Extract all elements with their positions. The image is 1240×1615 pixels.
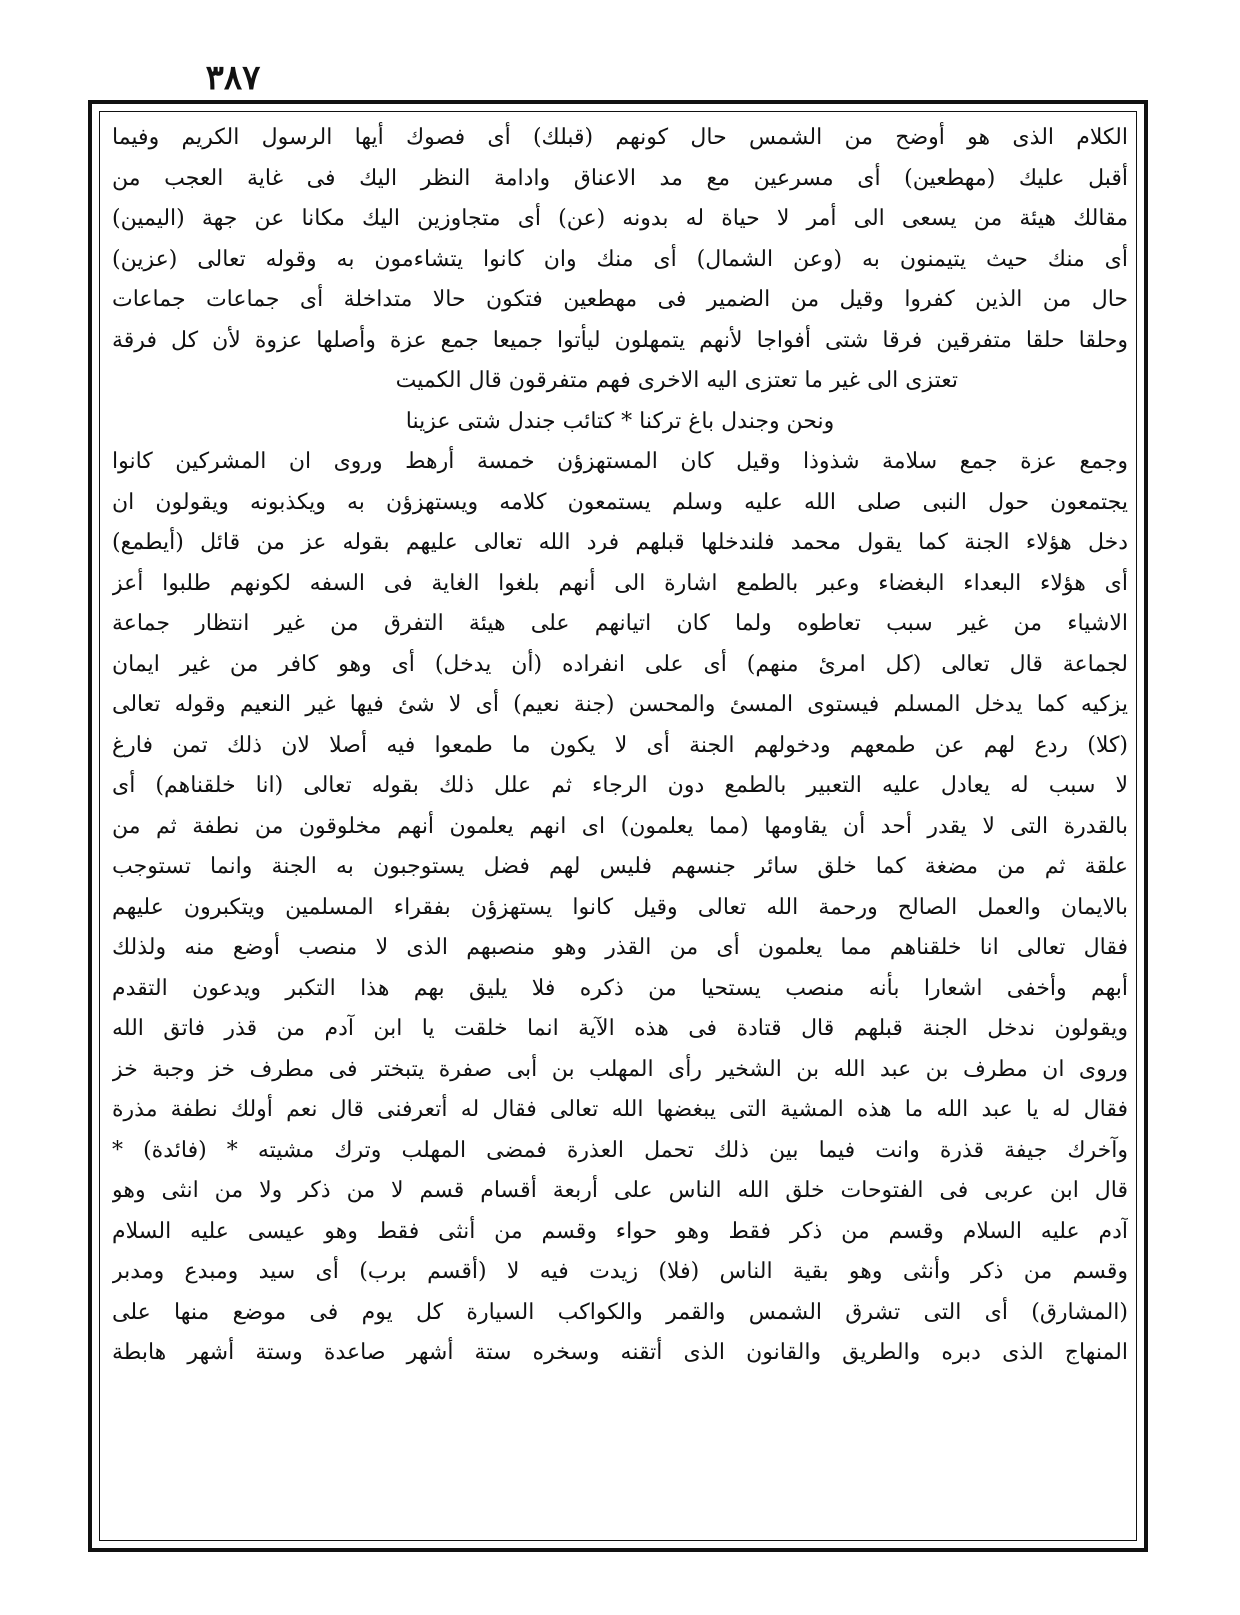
text-line: دخل هؤلاء الجنة كما يقول محمد فلندخلها قبلهم فرد الله تعالى عليهم بقوله عز من قائل (أيطمع) [112,530,1128,555]
text-line: لجماعة قال تعالى (كل امرئ منهم) أى على انفراده (أن يدخل) أى وهو كافر من غير ايمان [112,651,1128,677]
text-line: فقال تعالى انا خلقناهم مما يعلمون أى من القذر وهو منصبهم الذى لا منصب أوضع منه ولذلك [112,935,1128,960]
text-line: فقال له يا عبد الله ما هذه المشية التى يبغضها الله تعالى فقال له أتعرفنى قال نعم أولك نطفة مذرة [112,1097,1128,1122]
text-line: مقالك هيئة من يسعى الى أمر لا حياة له بدونه (عن) أى متجاوزين اليك مكانا عن جهة (اليمين) [112,206,1128,231]
text-line: أى هؤلاء البعداء البغضاء وعبر بالطمع اشارة الى أنهم بلغوا الغاية فى السفه لكونهم طلبوا أعز [112,570,1128,596]
text-line: تعتزى الى غير ما تعتزى اليه الاخرى فهم متفرقون قال الكميت [395,368,958,393]
text-line: وقسم من ذكر وأنثى وهو بقية الناس (فلا) زيدت فيه لا (أقسم برب) أى سيد ومبدع ومدبر [112,1259,1128,1284]
text-line: ويقولون ندخل الجنة قبلهم قال قتادة فى هذه الآية انما خلقت يا ابن آدم من قذر فاتق الله [112,1016,1128,1041]
text-line: حال من الذين كفروا وقيل من الضمير فى مهطعين فتكون حالا متداخلة أى جماعات جماعات [112,287,1128,312]
text-line: (المشارق) أى التى تشرق الشمس والقمر والكواكب السيارة كل يوم فى موضع منها على [112,1299,1128,1325]
text-line: آدم عليه السلام وقسم من ذكر فقط وهو حواء وقسم من أنثى فقط وهو عيسى عليه السلام [112,1218,1128,1244]
text-line: أبهم وأخفى اشعارا بأنه منصب يستحيا من ذكره فلا يليق بهم هذا التكبر ويدعون التقدم [112,975,1128,1001]
text-line: وجمع عزة جمع سلامة شذوذا وقيل كان المستهزؤن خمسة أرهط وروى ان المشركين كانوا [112,449,1128,474]
text-line: لا سبب له يعادل عليه التعبير بالطمع دون الرجاء ثم علل ذلك بقوله تعالى (انا خلقناهم) أى [112,773,1128,798]
text-line: قال ابن عربى فى الفتوحات خلق الله الناس على أربعة أقسام قسم لا من ذكر ولا من انثى وهو [112,1178,1128,1203]
text-line: وحلقا حلقا متفرقين فرقا شتى أفواجا لأنهم يتمهلون ليأتوا جميعا جمع عزة وأصلها عزوة لأن كل فرقة [112,327,1128,353]
text-block [112,118,1128,1538]
text-line: الاشياء من غير سبب تعاطوه ولما كان اتيانهم على هيئة التفرق من غير انتظار جماعة [112,611,1128,636]
text-line: يجتمعون حول النبى صلى الله عليه وسلم يستمعون كلامه ويستهزؤن به ويكذبونه ويقولون ان [112,489,1128,515]
poetry-verse: ونحن وجندل باغ تركنا * كتائب جندل شتى عزينا [405,408,835,434]
text-line: الكلام الذى هو أوضح من الشمس حال كونهم (قبلك) أى فصوك أيها الرسول الكريم وفيما [112,125,1128,150]
text-line: وآخرك جيفة قذرة وانت فيما بين ذلك تحمل العذرة فمضى المهلب وترك مشيته * (فائدة) * [112,1137,1128,1163]
text-line: بالايمان والعمل الصالح ورحمة الله تعالى وقيل كانوا يستهزؤن بفقراء المسلمين ويتكبرون عليهم [112,894,1128,920]
text-line: المنهاج الذى دبره والطريق والقانون الذى أتقنه وسخره ستة أشهر صاعدة وستة أشهر هابطة [112,1340,1128,1365]
text-line: بالقدرة التى لا يقدر أحد أن يقاومها (مما يعلمون) اى انهم يعلمون أنهم مخلوقون من نطفة ثم من [112,813,1128,839]
text-line: علقة ثم من مضغة كما خلق سائر جنسهم فليس لهم فضل يستوجبون به الجنة وانما تستوجب [112,854,1128,879]
text-line: أقبل عليك (مهطعين) أى مسرعين مع مد الاعناق وادامة النظر اليك فى غاية العجب من [112,165,1128,191]
page-number: ٣٨٧ [205,58,261,98]
text-line: يزكيه كما يدخل المسلم فيستوى المسئ والمحسن (جنة نعيم) أى لا شئ فيها غير النعيم وقوله تعالى [112,692,1128,717]
text-line: وروى ان مطرف بن عبد الله بن الشخير رأى المهلب بن أبى صفرة يتبختر فى مطرف خز وجبة خز [112,1056,1128,1082]
text-line: (كلا) ردع لهم عن طمعهم ودخولهم الجنة أى لا يكون ما طمعوا فيه أصلا لان ذلك تمن فارغ [112,732,1128,758]
text-line: أى منك حيث يتيمنون به (وعن الشمال) أى منك وان كانوا يتشاءمون به وقوله تعالى (عزين) [112,246,1128,272]
